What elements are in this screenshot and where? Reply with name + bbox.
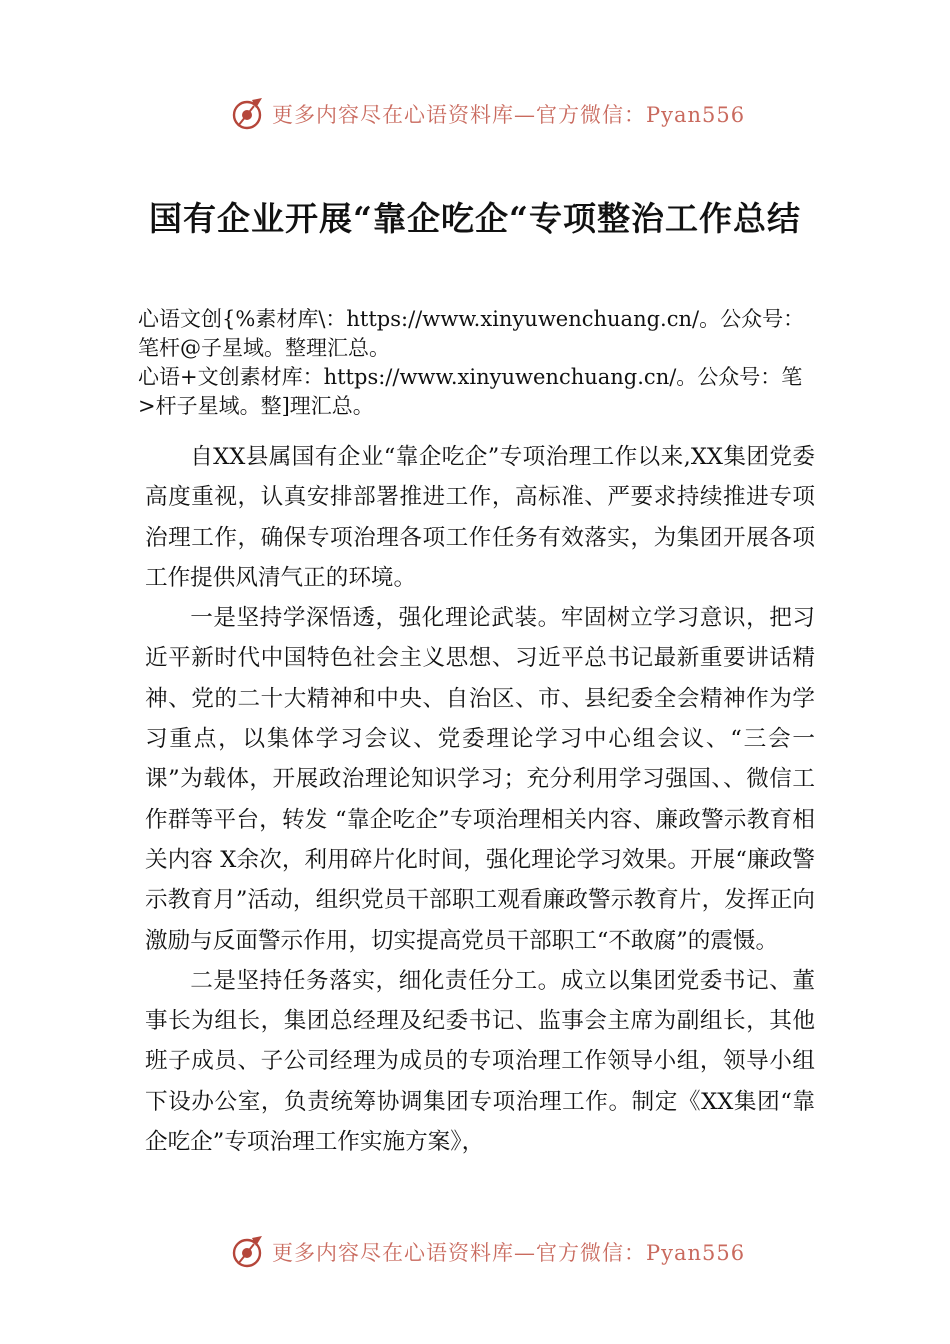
paragraph: 自XX县属国有企业“靠企吃企”专项治理工作以来,XX集团党委高度重视，认真安排部署推进工作，高标准、严要求持续推进专项治理工作，确保专项治理各项工作任务有效落实，为集团开展各项工作提供风清气正的环境。 <box>145 444 815 591</box>
quill-pen-logo-icon <box>230 96 266 132</box>
source-note: 心语文创{%素材库\：https://www.xinyuwenchuang.cn/。公众号：笔杆@子星域。整理汇总。 <box>138 307 805 360</box>
header-banner[interactable] <box>230 94 745 134</box>
banner-text: 更多内容尽在心语资料库—官方微信：Pyan556 <box>272 1241 746 1265</box>
banner-text: 更多内容尽在心语资料库—官方微信：Pyan556 <box>272 103 746 127</box>
paragraph: 二是坚持任务落实，细化责任分工。成立以集团党委书记、董事长为组长，集团总经理及纪委书记、监事会主席为副组长，其他班子成员、子公司经理为成员的专项治理工作领导小组，领导小组下设办公室，负责统筹协调集团专项治理工作。制定《XX集团“靠企吃企”专项治理工作实施方案》， <box>145 967 815 1156</box>
footer-banner[interactable] <box>230 1232 745 1272</box>
document-body <box>145 437 815 1162</box>
document-title: 国有企业开展“靠企吃企“专项整治工作总结 <box>149 199 801 238</box>
quill-pen-logo-icon <box>230 1234 266 1270</box>
paragraph: 一是坚持学深悟透，强化理论武装。牢固树立学习意识，把习近平新时代中国特色社会主义思想、习近平总书记最新重要讲话精神、党的二十大精神和中央、自治区、市、县纪委全会精神作为学习重点，以集体学习会议、党委理论学习中心组会议、“三会一课”为载体，开展政治理论知识学习；充分利用学习强国、、微信工作群等平台，转发 “靠企吃企”专项治理相关内容、廉政警示教育相关内容 X余次，利用碎片化时间，强化理论学习效果。开展“廉政警示教育月”活动，组织党员干部职工观看廉政警示教育片，发挥正向激励与反面警示作用，切实提高党员干部职工“不敢腐”的震慑。 <box>145 605 815 954</box>
source-note: 心语+文创素材库：https://www.xinyuwenchuang.cn/。公众号：笔>杆子星域。整]理汇总。 <box>138 365 803 418</box>
